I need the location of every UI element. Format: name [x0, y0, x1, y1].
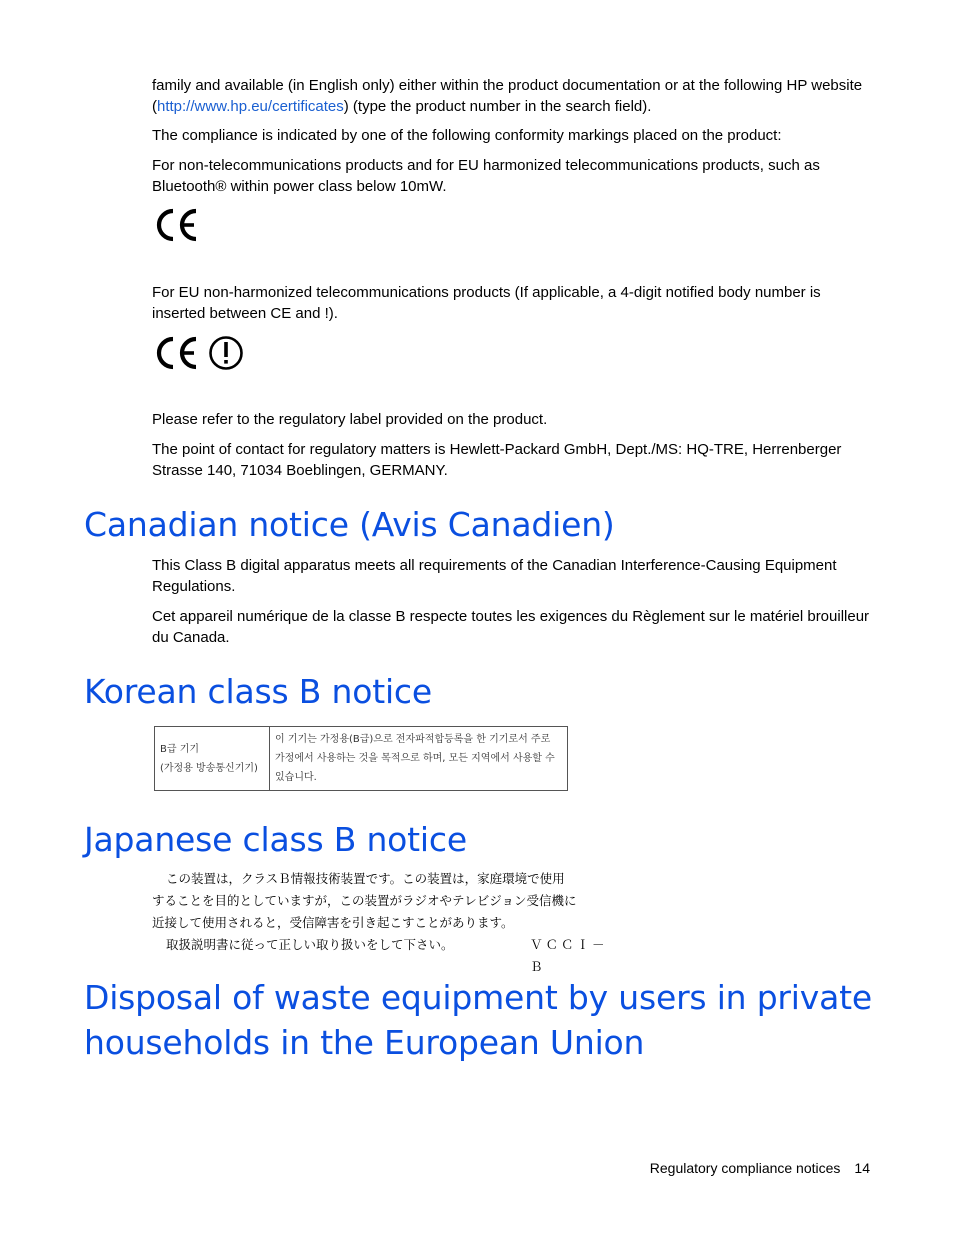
japanese-line-1: この装置は，クラスＢ情報技術装置です。この装置は，家庭環境で使用 [166, 871, 565, 886]
certificates-link[interactable]: http://www.hp.eu/certificates [157, 98, 344, 115]
korean-notice-table [154, 726, 568, 791]
intro-paragraph-1 [152, 75, 872, 117]
intro-paragraph-3: For non-telecommunications products and for EU harmonized telecommunications products, such as Bluetooth® within power class below 10mW. [152, 157, 820, 195]
japanese-notice-image [152, 868, 612, 974]
vcci-mark: ＶＣＣＩ－Ｂ [530, 937, 608, 974]
intro-text-tail: ) (type the product number in the search field). [343, 98, 652, 115]
canadian-english-text: This Class B digital apparatus meets all requirements of the Canadian Interference-Causing Equipment Regulations. [152, 557, 837, 595]
disposal-heading-line2: households in the European Union [84, 1023, 645, 1062]
ce-mark-icon [152, 207, 202, 243]
canadian-french-text: Cet appareil numérique de la classe B respecte toutes les exigences du Règlement sur le matériel brouilleur du Canada. [152, 608, 870, 646]
intro-text: family and available (in English only) either within the product documentation or at the following HP website ( [152, 77, 863, 115]
intro-paragraph-2: The compliance is indicated by one of the following conformity markings placed on the product: [152, 127, 782, 144]
japanese-line-4: 取扱説明書に従って正しい取り扱いをして下さい。 [166, 937, 454, 952]
disposal-heading-line1: Disposal of waste equipment by users in private [84, 978, 872, 1017]
page-footer [650, 1158, 870, 1178]
canadian-heading: Canadian notice (Avis Canadien) [84, 505, 615, 544]
page-number: 14 [854, 1160, 870, 1176]
footer-section-title: Regulatory compliance notices [649, 1160, 841, 1176]
intro-paragraph-4: For EU non-harmonized telecommunications products (If applicable, a 4-digit notified body number is inserted between CE and !). [152, 284, 821, 322]
korean-class-label: B급 기기 [160, 743, 200, 755]
intro-paragraph-6: The point of contact for regulatory matters is Hewlett-Packard GmbH, Dept./MS: HQ-TRE, Herrenberger Strasse 140, 71034 Boeblingen, GERMANY. [152, 441, 842, 479]
japanese-line-2: することを目的としていますが，この装置がラジオやテレビジョン受信機に [152, 893, 577, 908]
japanese-line-3: 近接して使用されると，受信障害を引き起こすことがあります。 [152, 915, 514, 930]
korean-class-cell [155, 727, 270, 791]
ce-mark-icon [152, 335, 202, 371]
japanese-heading: Japanese class B notice [84, 820, 467, 859]
korean-heading: Korean class B notice [84, 672, 432, 711]
korean-class-sublabel: (가정용 방송통신기기) [160, 762, 258, 774]
intro-paragraph-5: Please refer to the regulatory label provided on the product. [152, 411, 548, 428]
korean-notice-text: 이 기기는 가정용(B급)으로 전자파적합등록을 한 기기로서 주로 가정에서 사용하는 것을 목적으로 하며, 모든 지역에서 사용할 수 있습니다. [270, 727, 568, 791]
alert-mark-icon [207, 335, 245, 371]
